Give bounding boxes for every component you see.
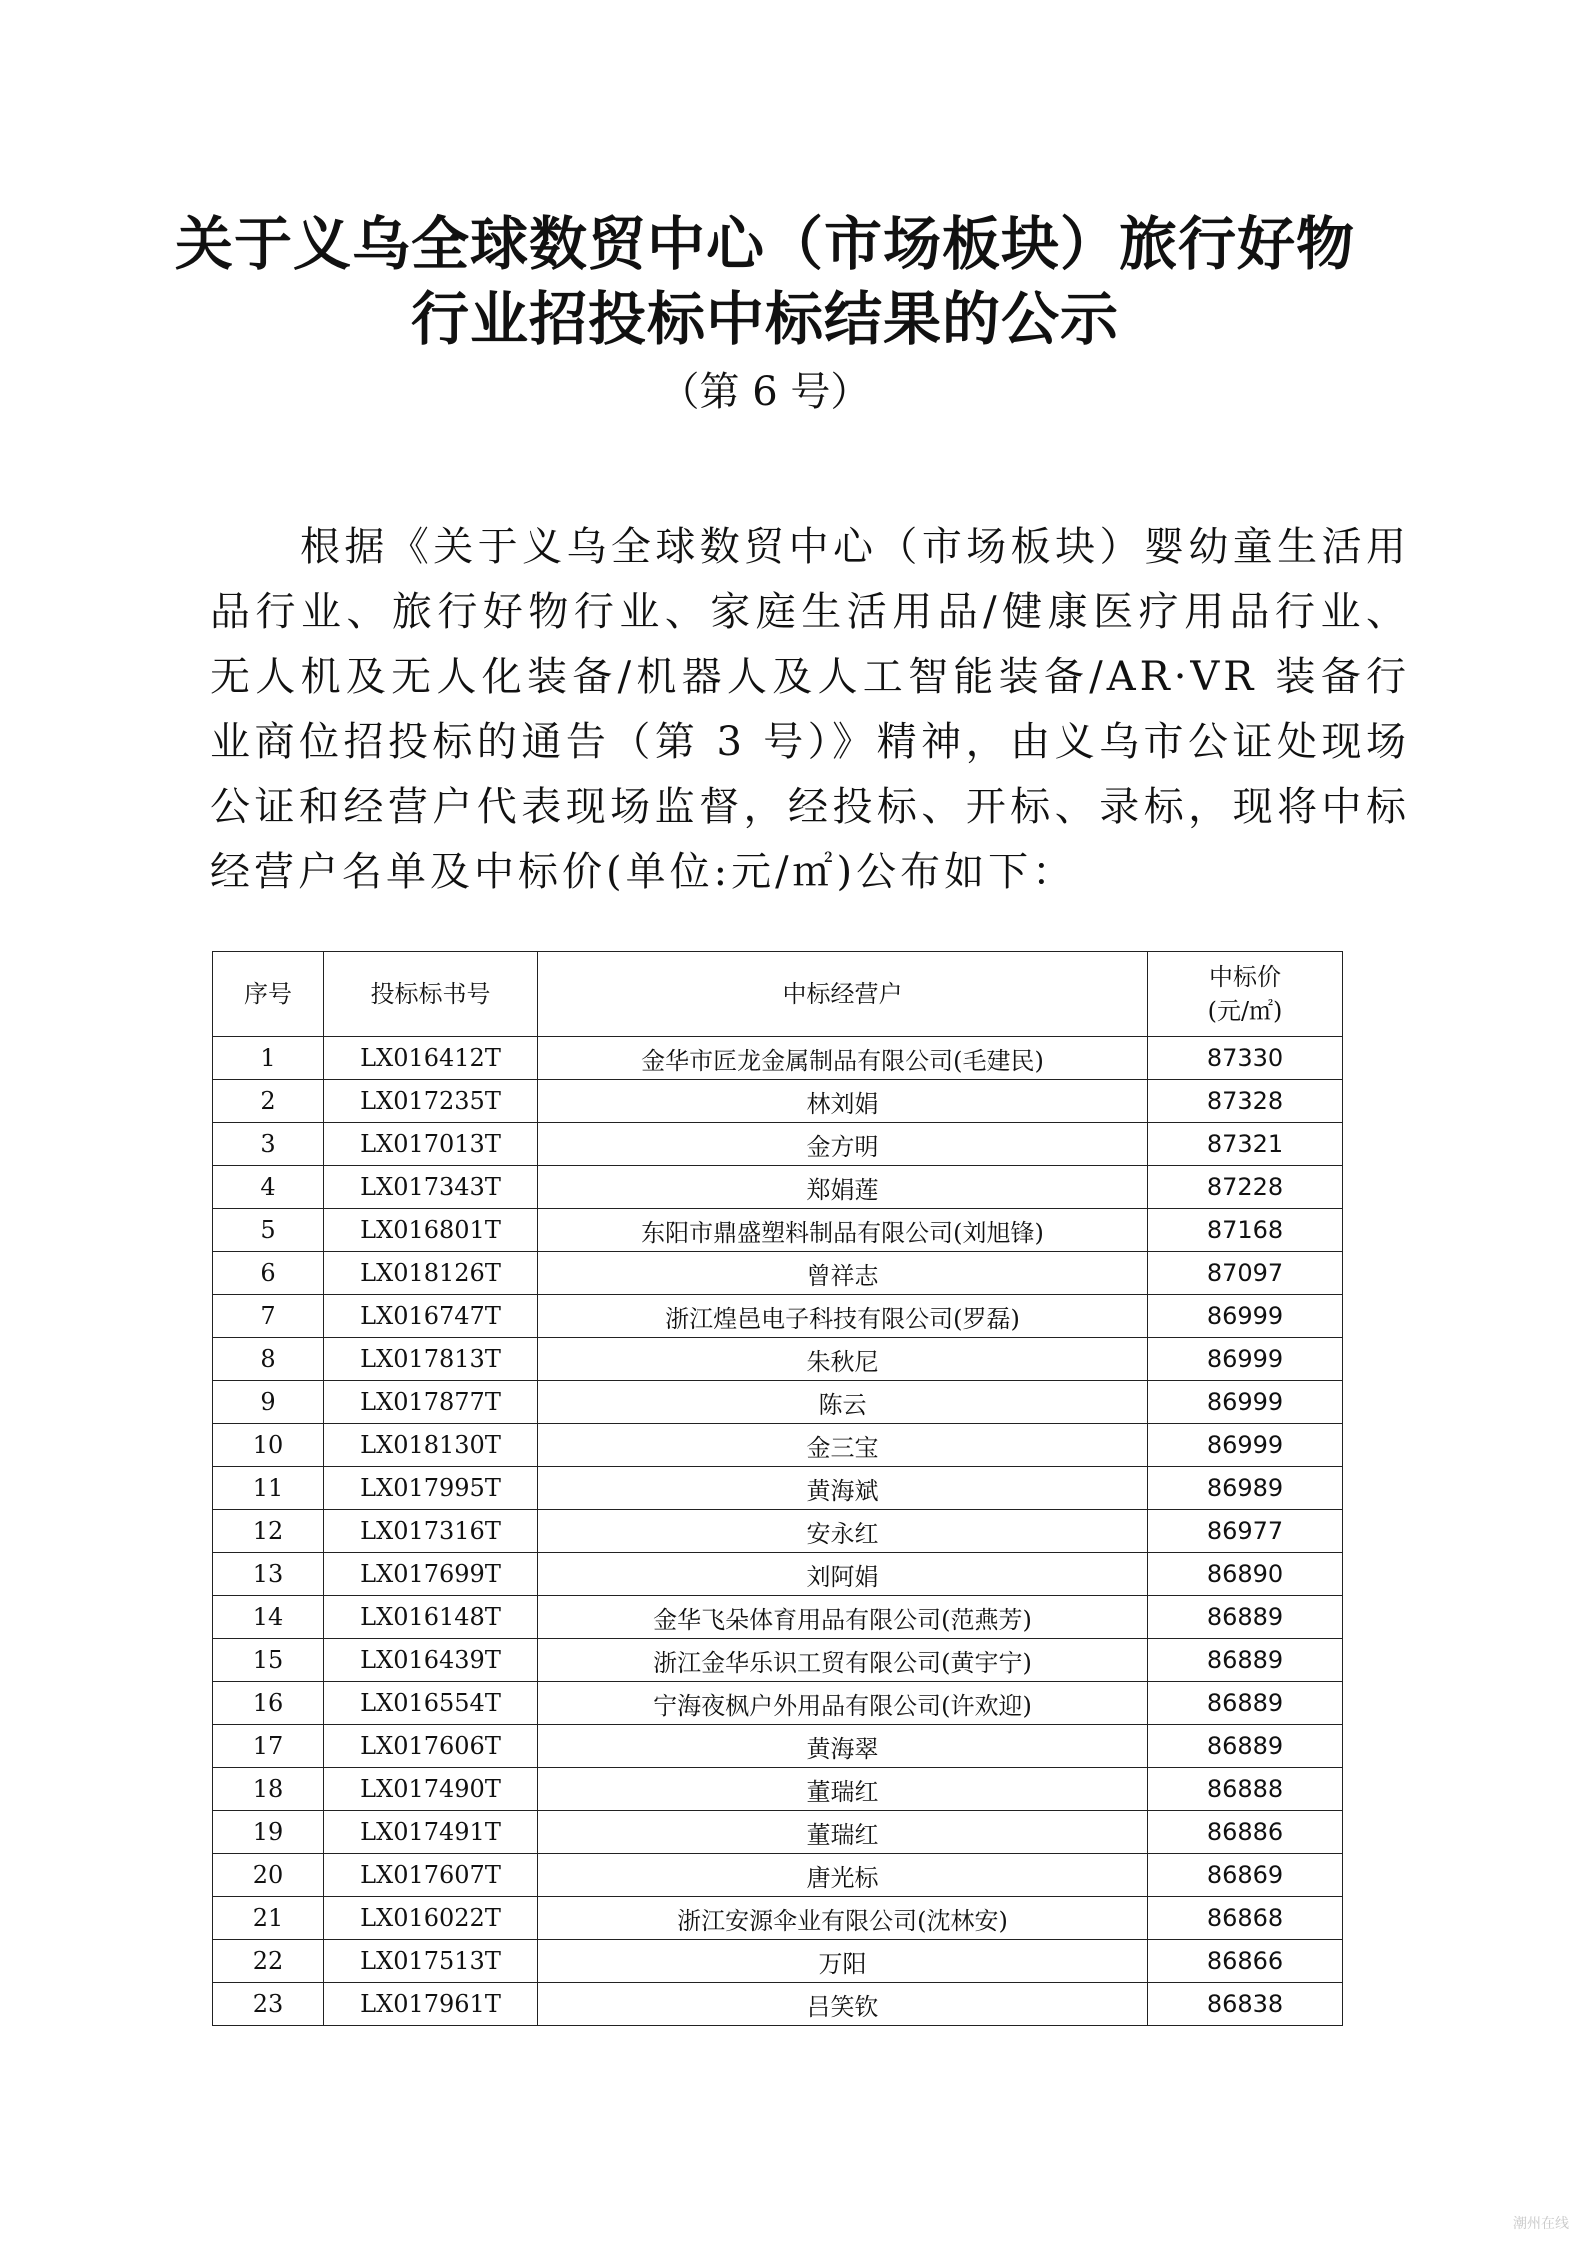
header-price [1148,952,1343,1037]
cell-bid-no: LX016747T [324,1295,538,1338]
cell-winner: 朱秋尼 [538,1338,1148,1381]
header-price-line-2: (元/㎡) [1207,997,1283,1025]
cell-bid-no: LX017813T [324,1338,538,1381]
cell-winner: 金华市匠龙金属制品有限公司(毛建民) [538,1037,1148,1080]
table-row [213,1080,1343,1123]
table-row [213,1854,1343,1897]
table-row [213,1768,1343,1811]
cell-seq: 12 [213,1510,324,1553]
cell-seq: 20 [213,1854,324,1897]
cell-seq: 23 [213,1983,324,2026]
cell-bid-no: LX017316T [324,1510,538,1553]
cell-winner: 曾祥志 [538,1252,1148,1295]
page-title-line-1: 关于义乌全球数贸中心（市场板块）旅行好物 [174,210,1355,278]
cell-price: 86999 [1148,1424,1343,1467]
cell-price: 87097 [1148,1252,1343,1295]
cell-bid-no: LX017513T [324,1940,538,1983]
cell-bid-no: LX017490T [324,1768,538,1811]
cell-bid-no: LX016412T [324,1037,538,1080]
table-body [213,1037,1343,2026]
issue-number: （第 6 号） [659,369,871,415]
cell-winner: 刘阿娟 [538,1553,1148,1596]
cell-bid-no: LX017343T [324,1166,538,1209]
cell-winner: 金方明 [538,1123,1148,1166]
result-table [212,951,1343,2026]
cell-bid-no: LX017607T [324,1854,538,1897]
table-row [213,1295,1343,1338]
table-row [213,1639,1343,1682]
cell-seq: 6 [213,1252,324,1295]
cell-price: 87321 [1148,1123,1343,1166]
cell-price: 86869 [1148,1854,1343,1897]
table-row [213,1424,1343,1467]
table-row [213,1381,1343,1424]
cell-winner: 林刘娟 [538,1080,1148,1123]
cell-price: 86989 [1148,1467,1343,1510]
cell-bid-no: LX017961T [324,1983,538,2026]
cell-seq: 21 [213,1897,324,1940]
cell-bid-no: LX018130T [324,1424,538,1467]
cell-seq: 8 [213,1338,324,1381]
cell-seq: 16 [213,1682,324,1725]
cell-price: 86866 [1148,1940,1343,1983]
cell-winner: 董瑞红 [538,1811,1148,1854]
table-row [213,1338,1343,1381]
header-winner: 中标经营户 [538,952,1148,1037]
cell-seq: 7 [213,1295,324,1338]
cell-seq: 22 [213,1940,324,1983]
cell-bid-no: LX016801T [324,1209,538,1252]
cell-price: 86868 [1148,1897,1343,1940]
cell-bid-no: LX017013T [324,1123,538,1166]
table-row [213,1553,1343,1596]
table-row [213,1123,1343,1166]
cell-winner: 浙江安源伞业有限公司(沈林安) [538,1897,1148,1940]
cell-seq: 5 [213,1209,324,1252]
cell-seq: 1 [213,1037,324,1080]
cell-winner: 东阳市鼎盛塑料制品有限公司(刘旭锋) [538,1209,1148,1252]
cell-winner: 郑娟莲 [538,1166,1148,1209]
cell-price: 86999 [1148,1338,1343,1381]
cell-price: 86838 [1148,1983,1343,2026]
cell-seq: 9 [213,1381,324,1424]
table-row [213,1725,1343,1768]
cell-bid-no: LX017606T [324,1725,538,1768]
cell-price: 86999 [1148,1381,1343,1424]
watermark: 潮州在线 [1513,2216,1569,2232]
cell-seq: 2 [213,1080,324,1123]
table-row [213,1983,1343,2026]
cell-bid-no: LX016554T [324,1682,538,1725]
cell-seq: 19 [213,1811,324,1854]
cell-winner: 黄海斌 [538,1467,1148,1510]
cell-price: 87330 [1148,1037,1343,1080]
cell-price: 86886 [1148,1811,1343,1854]
cell-seq: 18 [213,1768,324,1811]
cell-price: 87168 [1148,1209,1343,1252]
cell-winner: 董瑞红 [538,1768,1148,1811]
cell-seq: 3 [213,1123,324,1166]
cell-bid-no: LX017491T [324,1811,538,1854]
cell-winner: 金华飞朵体育用品有限公司(范燕芳) [538,1596,1148,1639]
intro-paragraph: 根据《关于义乌全球数贸中心（市场板块）婴幼童生活用品行业、旅行好物行业、家庭生活用品/健康医疗用品行业、无人机及无人化装备/机器人及人工智能装备/AR·VR 装备行业商位招投标的通告（第 3 号）》精神，由义乌市公证处现场公证和经营户代表现场监督，经投标、开标、录标，现将中标经营户名单及中标价(单位:元/㎡)公布如下： [210,524,1410,895]
cell-winner: 黄海翠 [538,1725,1148,1768]
cell-seq: 11 [213,1467,324,1510]
cell-bid-no: LX017699T [324,1553,538,1596]
cell-bid-no: LX018126T [324,1252,538,1295]
cell-bid-no: LX016022T [324,1897,538,1940]
cell-price: 86890 [1148,1553,1343,1596]
cell-bid-no: LX016439T [324,1639,538,1682]
table-row [213,1037,1343,1080]
cell-winner: 安永红 [538,1510,1148,1553]
cell-seq: 14 [213,1596,324,1639]
cell-price: 87228 [1148,1166,1343,1209]
cell-price: 87328 [1148,1080,1343,1123]
cell-winner: 陈云 [538,1381,1148,1424]
cell-price: 86977 [1148,1510,1343,1553]
table-row [213,1897,1343,1940]
cell-bid-no: LX016148T [324,1596,538,1639]
table-row [213,1510,1343,1553]
cell-price: 86889 [1148,1596,1343,1639]
cell-winner: 浙江煌邑电子科技有限公司(罗磊) [538,1295,1148,1338]
cell-bid-no: LX017995T [324,1467,538,1510]
table-row [213,1682,1343,1725]
cell-seq: 17 [213,1725,324,1768]
table-header-row [213,952,1343,1037]
table-row [213,1252,1343,1295]
cell-bid-no: LX017235T [324,1080,538,1123]
header-bid-no: 投标标书号 [324,952,538,1037]
cell-winner: 宁海夜枫户外用品有限公司(许欢迎) [538,1682,1148,1725]
cell-winner: 吕笑钦 [538,1983,1148,2026]
header-seq: 序号 [213,952,324,1037]
cell-price: 86889 [1148,1682,1343,1725]
cell-winner: 金三宝 [538,1424,1148,1467]
table-row [213,1596,1343,1639]
cell-seq: 4 [213,1166,324,1209]
table-row [213,1209,1343,1252]
cell-price: 86888 [1148,1768,1343,1811]
table-row [213,1166,1343,1209]
cell-seq: 10 [213,1424,324,1467]
cell-price: 86889 [1148,1639,1343,1682]
header-price-line-1: 中标价 [1209,963,1281,991]
table-row [213,1940,1343,1983]
page-title-line-2: 行业招投标中标结果的公示 [410,285,1119,353]
cell-winner: 唐光标 [538,1854,1148,1897]
cell-price: 86889 [1148,1725,1343,1768]
cell-winner: 万阳 [538,1940,1148,1983]
cell-price: 86999 [1148,1295,1343,1338]
cell-seq: 15 [213,1639,324,1682]
cell-seq: 13 [213,1553,324,1596]
cell-winner: 浙江金华乐识工贸有限公司(黄宇宁) [538,1639,1148,1682]
table-row [213,1811,1343,1854]
table-row [213,1467,1343,1510]
cell-bid-no: LX017877T [324,1381,538,1424]
